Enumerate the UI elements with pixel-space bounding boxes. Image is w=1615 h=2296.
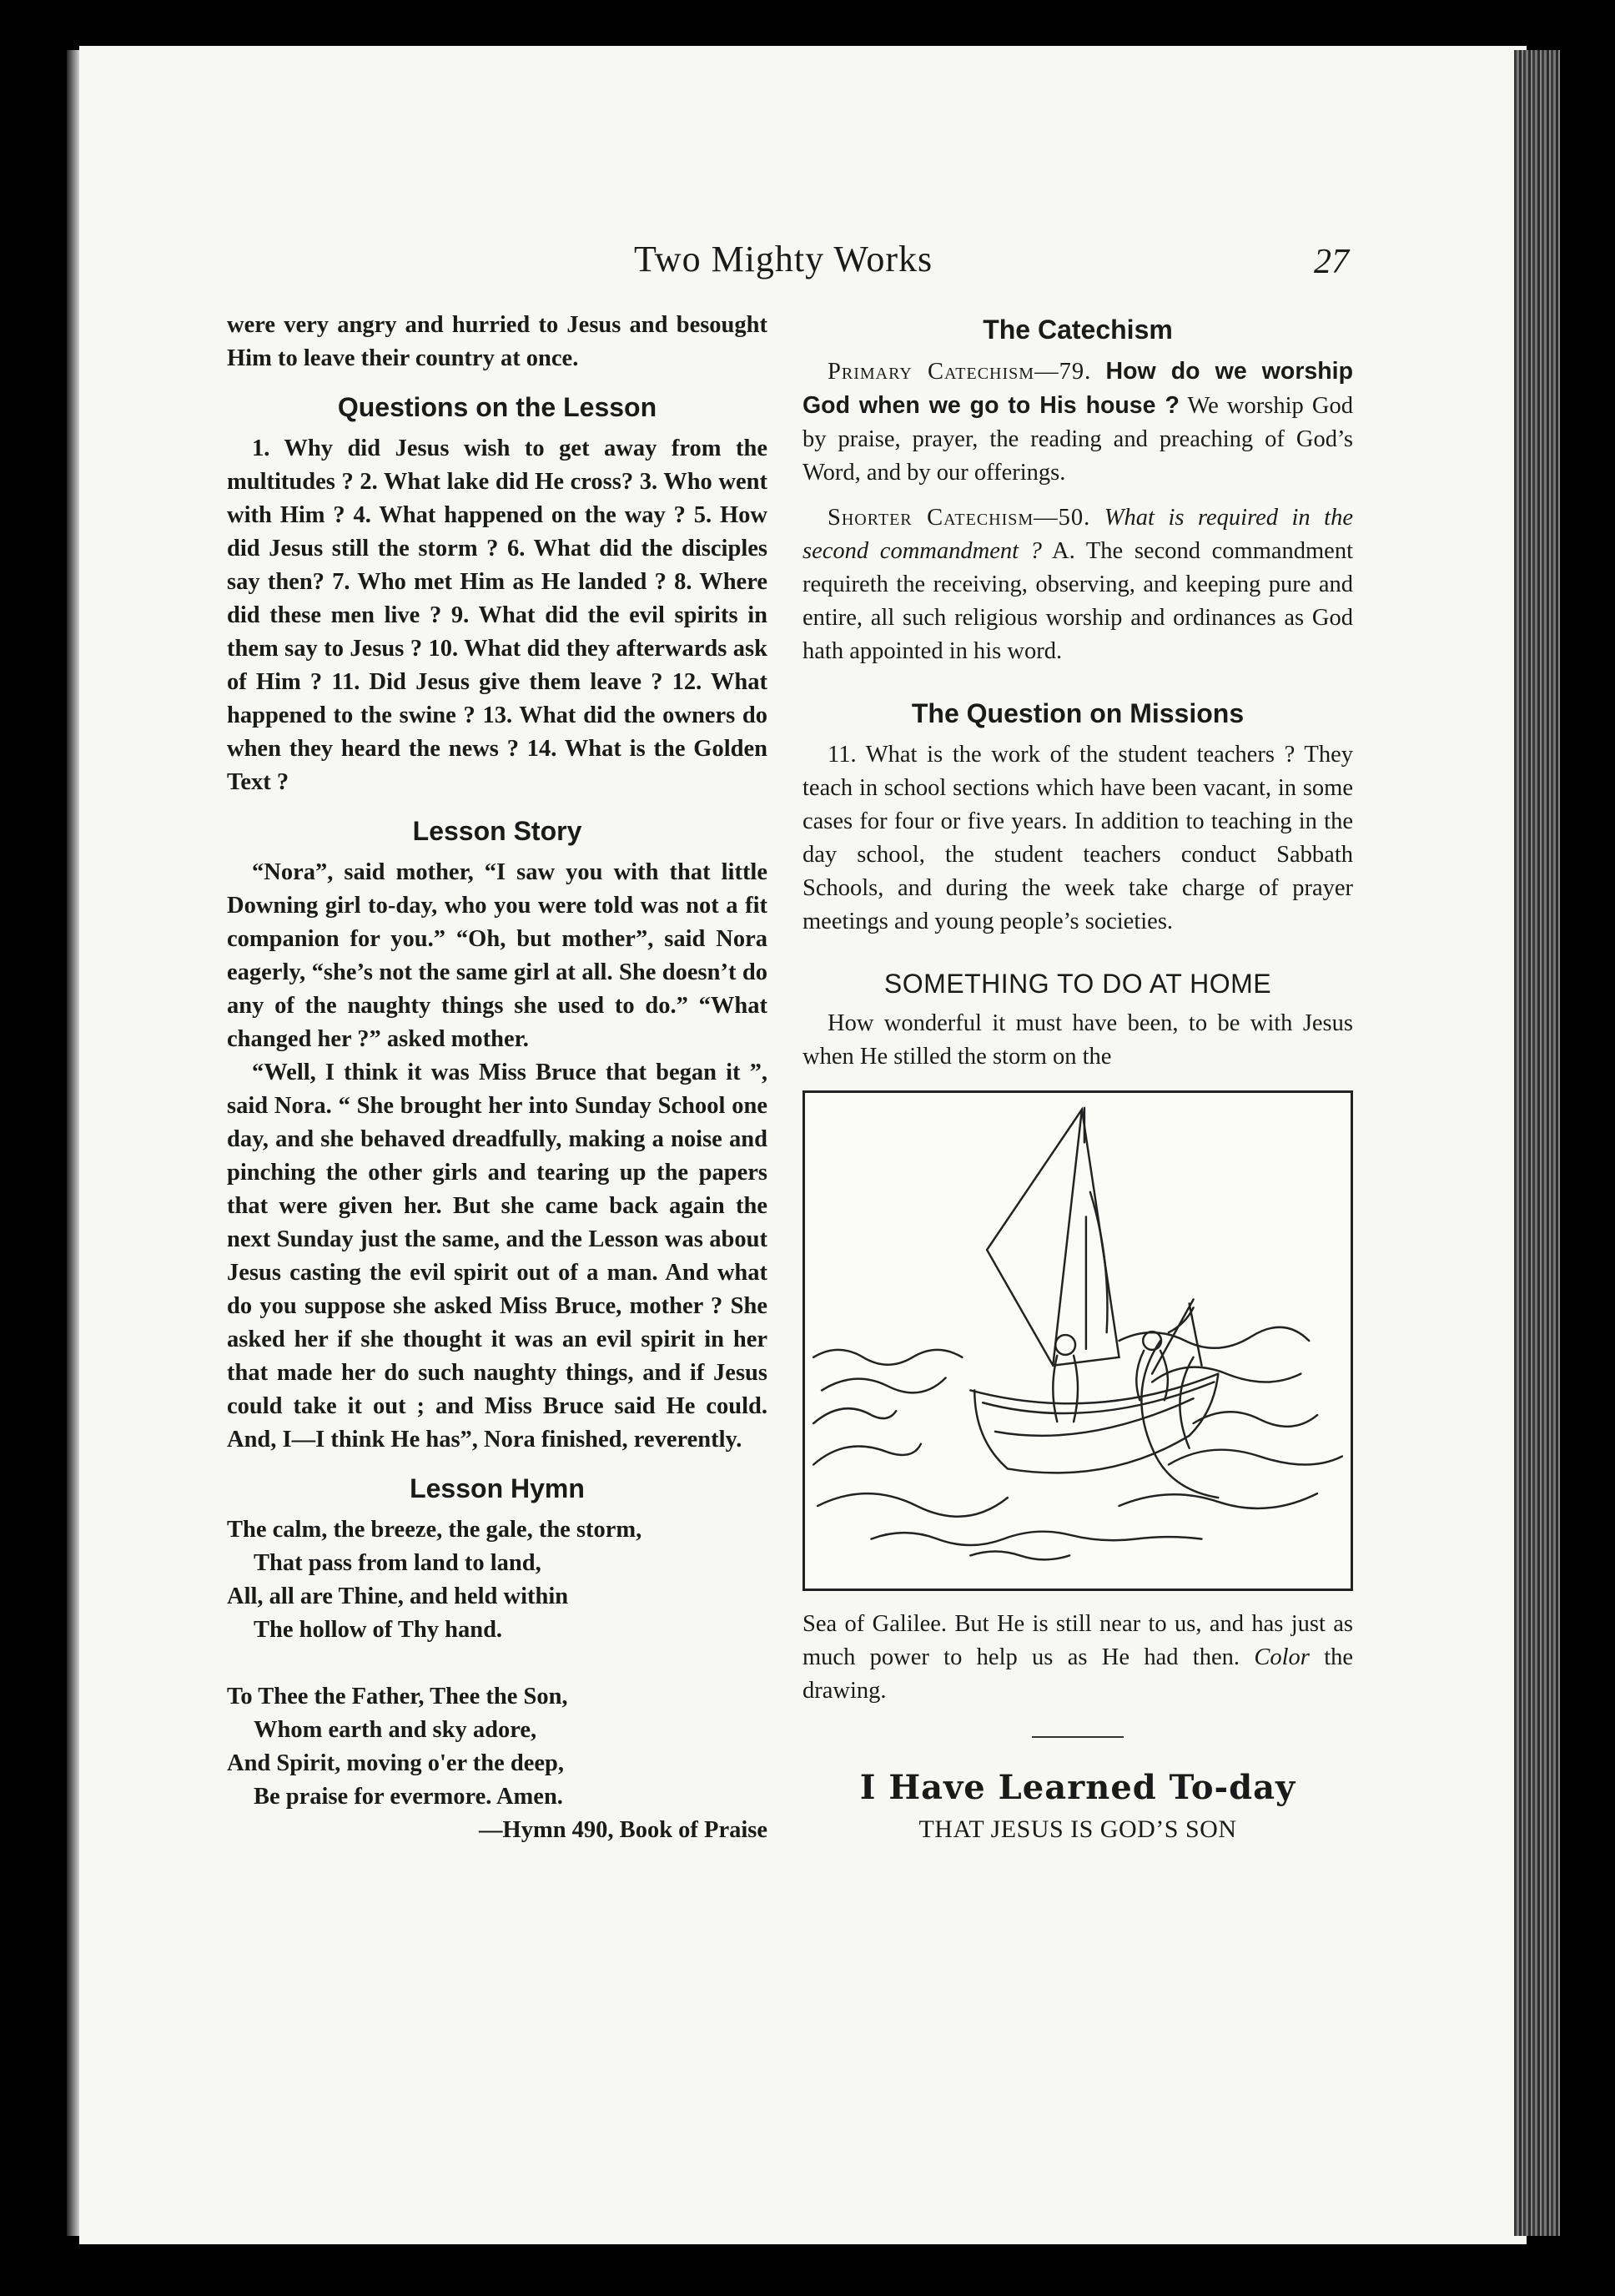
story-paragraph-1: “Nora”, said mother, “I saw you with that little Downing girl to-day, who you were told was not a fit companion for you.” “Oh, but mother”, said Nora eagerly, “she’s not the same girl at all. She doesn’t do any of the naughty things she used to do.” “What changed her ?” asked mother. bbox=[227, 859, 767, 1052]
shorter-catechism bbox=[802, 501, 1353, 668]
missions-heading: The Question on Missions bbox=[911, 698, 1245, 728]
primary-catechism-question: How do we worship God when we go to His house ? bbox=[802, 358, 1354, 419]
home-heading: SOMETHING TO DO AT HOME bbox=[883, 969, 1272, 999]
hymn-line: To Thee the Father, Thee the Son, bbox=[227, 1684, 568, 1709]
primary-catechism-answer: We worship God by praise, prayer, the reading and preaching of God’s Word, and by our offerings. bbox=[802, 393, 1353, 486]
right-column bbox=[802, 313, 1353, 1846]
hymn-line: The calm, the breeze, the gale, the storm, bbox=[227, 1517, 642, 1543]
hymn-verses bbox=[227, 1513, 767, 1847]
shorter-catechism-answer: A. The second commandment requireth the receiving, observing, and keeping pure and entire, all such religious worship and ordinances as God hath appointed in his word. bbox=[802, 538, 1353, 664]
questions-heading: Questions on the Lesson bbox=[337, 392, 657, 422]
page-number: 27 bbox=[1314, 243, 1349, 281]
boat-drawing bbox=[802, 1090, 1353, 1591]
hymn-line: That pass from land to land, bbox=[254, 1550, 541, 1576]
left-column bbox=[227, 309, 767, 1847]
primary-catechism-label: Primary Catechism—79. bbox=[828, 359, 1092, 385]
learned-heading: I Have Learned To-day bbox=[859, 1768, 1296, 1807]
hymn-attribution: —Hymn 490, Book of Praise bbox=[479, 1817, 767, 1843]
home-text-part-a: Sea of Galilee. But He is still near to us, and has just as much power to help us as He had then. bbox=[802, 1611, 1353, 1670]
story-paragraph-2: “Well, I think it was Miss Bruce that began it ”, said Nora. “ She brought her into Sunday School one day, and she behaved dreadfully, making a noise and pinching the other girls and tearing up the papers that were given her. But she came back again the next Sunday just the same, and the Lesson was about Jesus casting the evil spirit out of a man. And what do you suppose she asked Miss Bruce, mother ? She asked her if she thought it was an evil spirit in her that made her do such naughty things, and if Jesus could take it out ; and Miss Bruce said He could. And, I—I think He has”, Nora finished, reverently. bbox=[227, 1060, 767, 1453]
hymn-line: All, all are Thine, and held within bbox=[227, 1584, 569, 1609]
hymn-line: And Spirit, moving o'er the deep, bbox=[227, 1750, 565, 1776]
primary-catechism bbox=[802, 355, 1353, 490]
story-heading: Lesson Story bbox=[412, 816, 582, 846]
intro-paragraph: were very angry and hurried to Jesus and besought Him to leave their country at once. bbox=[227, 312, 767, 371]
storm-boat-illustration bbox=[805, 1093, 1351, 1589]
hymn-line: Whom earth and sky adore, bbox=[254, 1717, 537, 1743]
missions-paragraph: 11. What is the work of the student teachers ? They teach in school sections which have been vacant, in some cases for four or five years. In addition to teaching in the day school, the student teachers conduct Sabbath Schools, and during the week take charge of prayer meetings and young people’s societies. bbox=[802, 742, 1353, 934]
home-paragraph-2 bbox=[802, 1608, 1353, 1708]
learned-text: THAT JESUS IS GOD’S SON bbox=[918, 1815, 1237, 1843]
running-head: Two Mighty Works bbox=[634, 239, 933, 279]
color-word: Color bbox=[1254, 1644, 1310, 1670]
book-page-edges bbox=[1514, 50, 1560, 2236]
hymn-line: The hollow of Thy hand. bbox=[254, 1617, 503, 1643]
hymn-heading: Lesson Hymn bbox=[410, 1473, 585, 1503]
page-fold bbox=[67, 50, 80, 2236]
home-paragraph-1: How wonderful it must have been, to be with Jesus when He stilled the storm on the bbox=[802, 1010, 1353, 1070]
section-divider bbox=[1032, 1736, 1124, 1738]
shorter-catechism-question: What is required in the second commandment ? bbox=[802, 505, 1353, 564]
shorter-catechism-label: Shorter Catechism—50. bbox=[828, 505, 1091, 531]
catechism-heading: The Catechism bbox=[983, 315, 1173, 345]
hymn-line: Be praise for evermore. Amen. bbox=[254, 1784, 563, 1810]
home-text-part-b: the drawing. bbox=[802, 1644, 1354, 1704]
stanza-gap bbox=[227, 1647, 767, 1680]
questions-paragraph: 1. Why did Jesus wish to get away from the multitudes ? 2. What lake did He cross? 3. Who went with Him ? 4. What happened on the way ? 5. How did Jesus still the storm ? 6. What did the disciples say then? 7. Who met Him as He landed ? 8. Where did these men live ? 9. What did the evil spirits in them say to Jesus ? 10. What did they afterwards ask of Him ? 11. Did Jesus give them leave ? 12. What happened to the swine ? 13. What did the owners do when they heard the news ? 14. What is the Golden Text ? bbox=[227, 436, 767, 795]
